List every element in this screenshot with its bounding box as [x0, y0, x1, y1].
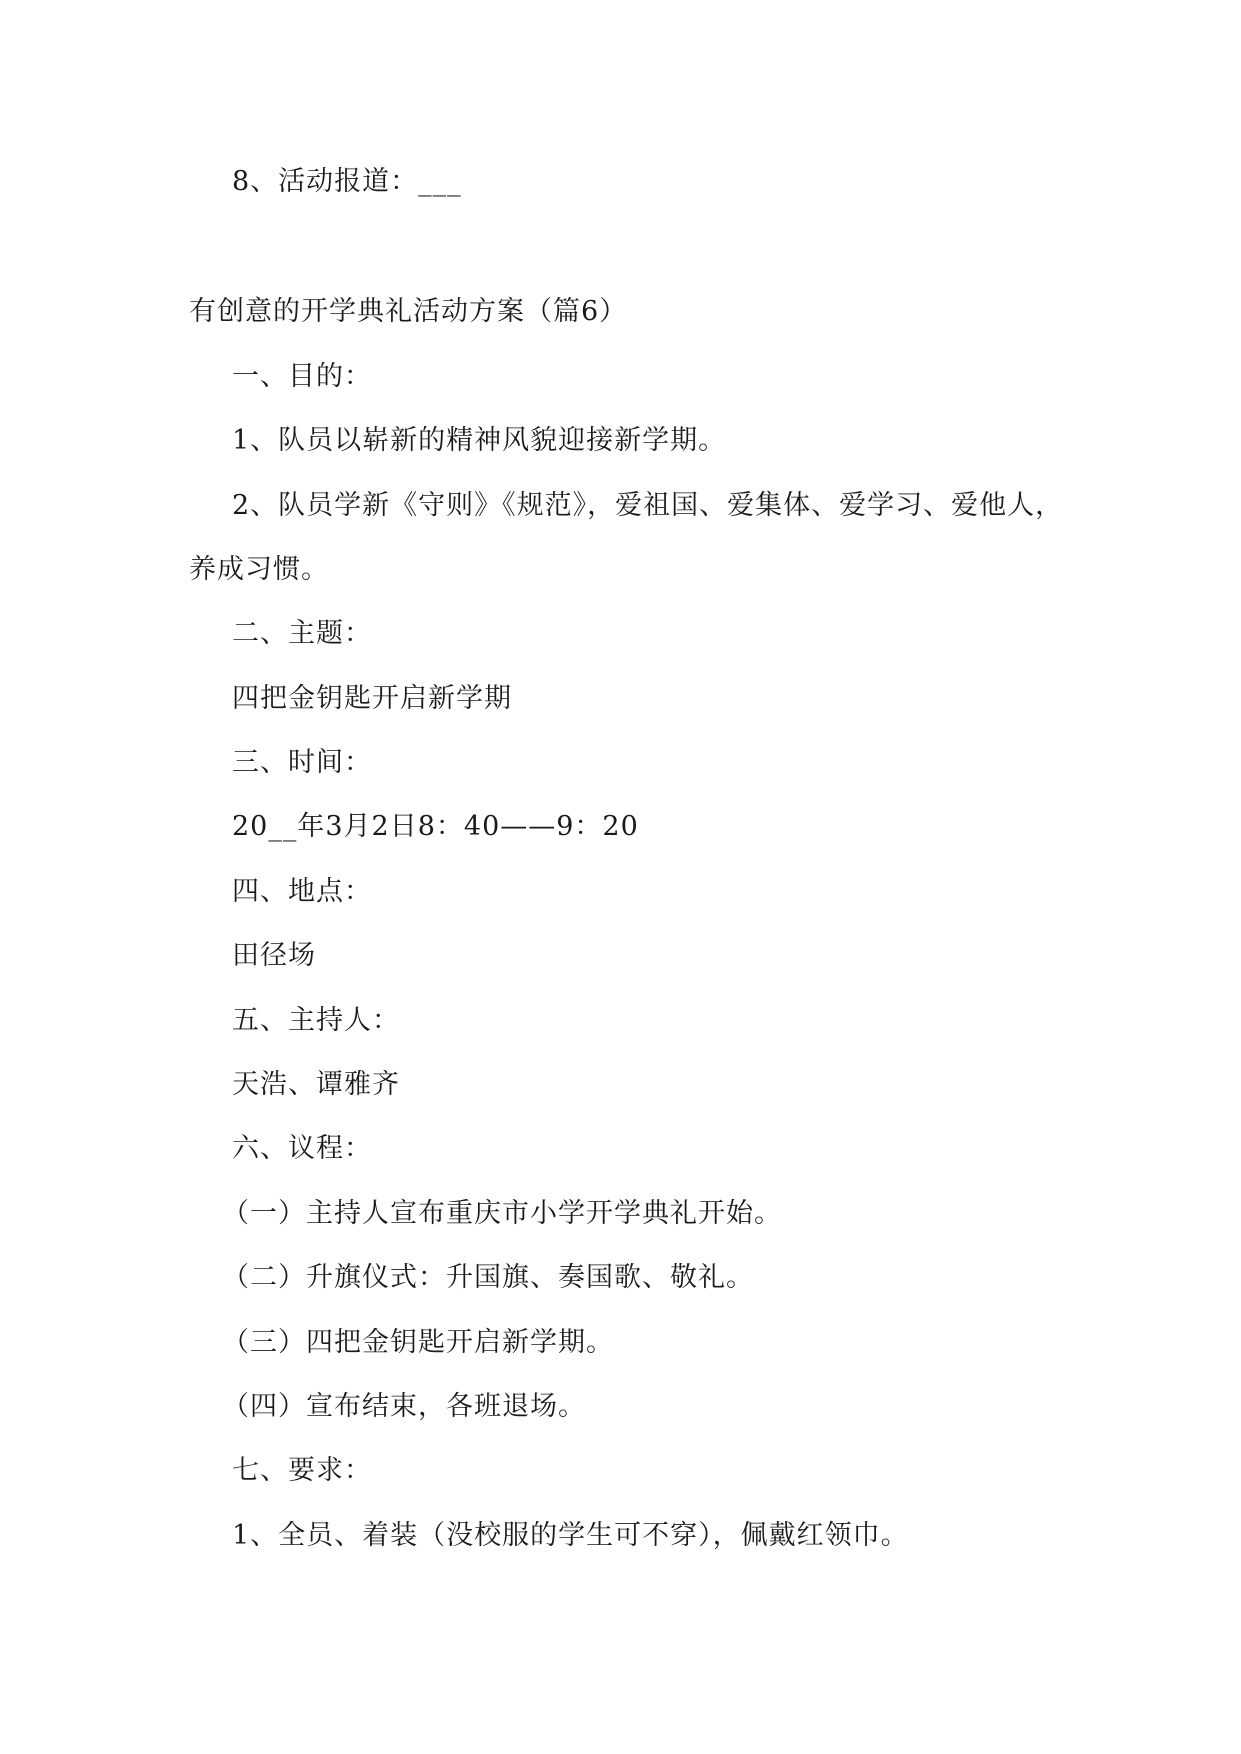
heading-purpose: 一、目的： — [232, 361, 372, 392]
purpose-item-2: 2、队员学新《守则》《规范》，爱祖国、爱集体、爱学习、爱他人， — [232, 490, 1064, 521]
heading-host: 五、主持人： — [232, 1005, 400, 1036]
heading-agenda: 六、议程： — [232, 1133, 372, 1164]
heading-theme: 二、主题： — [232, 618, 372, 649]
purpose-item-1: 1、队员以崭新的精神风貌迎接新学期。 — [232, 425, 727, 456]
agenda-item-2: （二）升旗仪式：升国旗、奏国歌、敬礼。 — [222, 1262, 754, 1293]
agenda-item-1: （一）主持人宣布重庆市小学开学典礼开始。 — [222, 1198, 782, 1229]
heading-time: 三、时间： — [232, 747, 372, 778]
item-8-activity-report: 8、活动报道：___ — [232, 166, 462, 197]
time-text: 20__年3月2日8：40——9：20 — [232, 811, 639, 842]
heading-requirements: 七、要求： — [232, 1455, 372, 1486]
location-text: 田径场 — [232, 940, 316, 971]
requirement-item-1: 1、全员、着装（没校服的学生可不穿），佩戴红领巾。 — [232, 1520, 909, 1551]
purpose-item-2-continued: 养成习惯。 — [189, 554, 329, 585]
agenda-item-4: （四）宣布结束，各班退场。 — [222, 1391, 586, 1422]
section-title: 有创意的开学典礼活动方案（篇6） — [189, 296, 628, 327]
agenda-item-3: （三）四把金钥匙开启新学期。 — [222, 1327, 614, 1358]
host-text: 天浩、谭雅齐 — [232, 1069, 400, 1100]
theme-text: 四把金钥匙开启新学期 — [232, 683, 512, 714]
heading-location: 四、地点： — [232, 876, 372, 907]
